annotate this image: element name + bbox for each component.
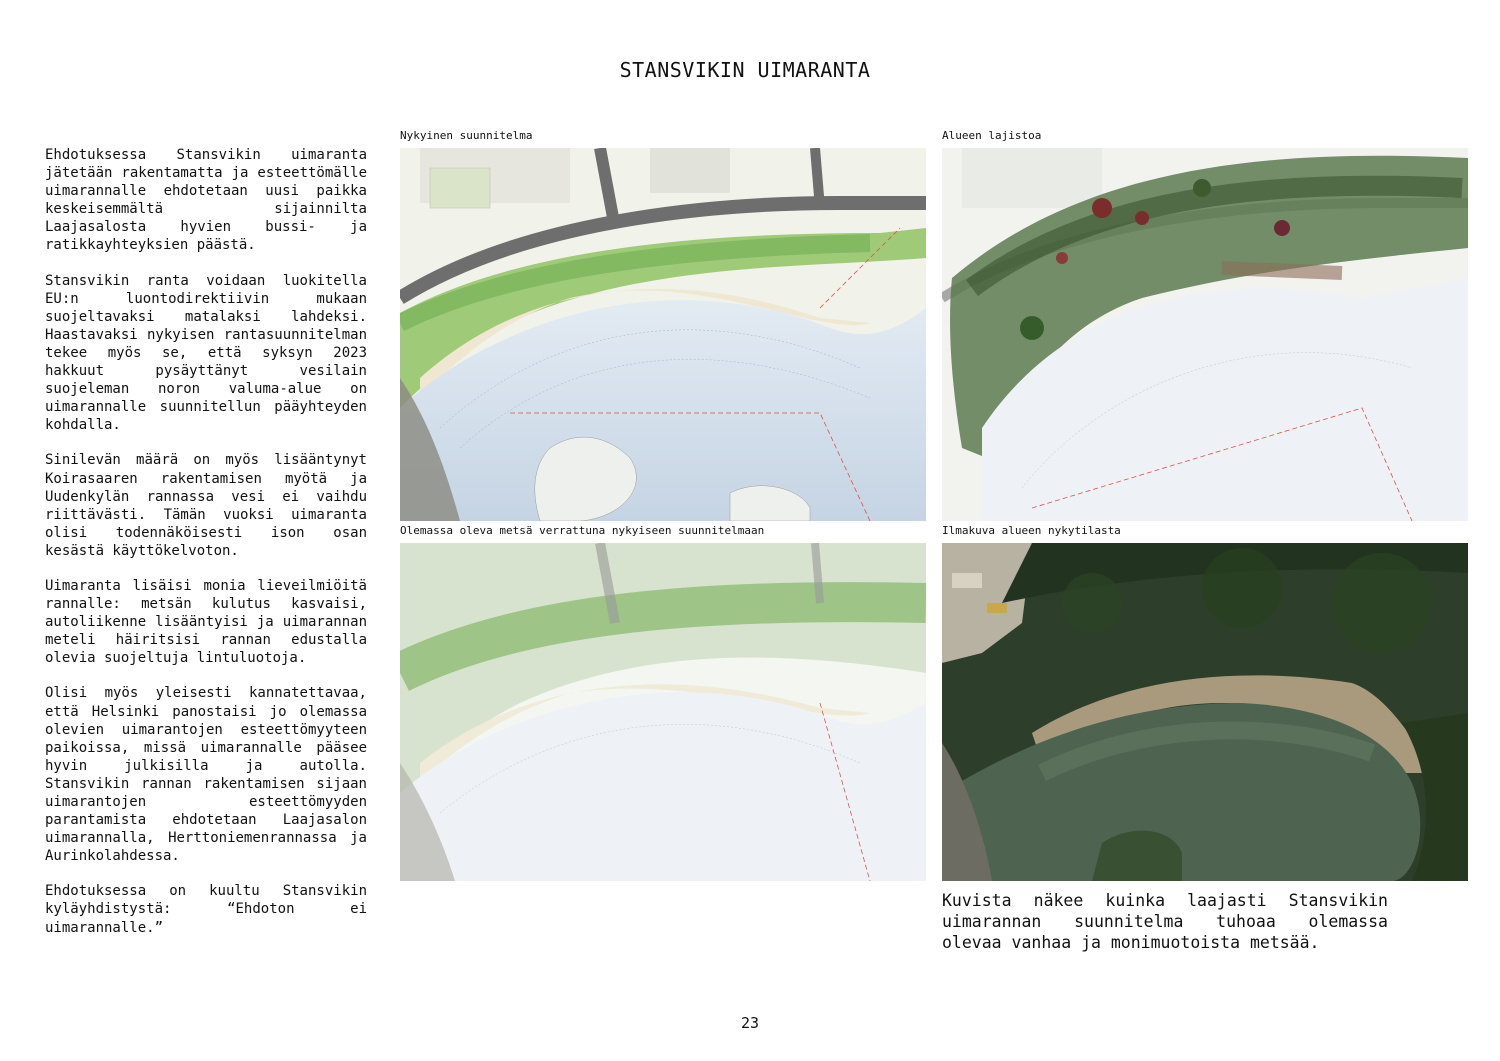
caption-forest-comparison: Olemassa oleva metsä verrattuna nykyiseen suunnitelmaan: [400, 524, 765, 537]
paragraph: Olisi myös yleisesti kannatettavaa, että Helsinki panostaisi jo olemassa olevien uimarantojen esteettömyyteen paikoissa, missä uimarannalle pääsee hyvin julkisilla ja autolla. Stansvikin rannan rakentamisen sijaan uimarantojen esteettömyyden parantamista ehdotetaan Laajasalon uimarannalla, Herttoniemenrannassa ja Aurinkolahdessa.: [45, 685, 367, 865]
plan-map-image: [400, 148, 926, 521]
paragraph: Ehdotuksessa on kuultu Stansvikin kyläyhdistystä: “Ehdoton ei uimarannalle.”: [45, 883, 367, 936]
paragraph: Ehdotuksessa Stansvikin uimaranta jätetään rakentamatta ja esteettömälle uimarannalle ehdotetaan uusi paikka keskeisemmältä sijainnilta Laajasalosta hyvien bussi- ja ratikkayhteyksien päästä.: [45, 147, 367, 254]
caption-aerial: Ilmakuva alueen nykytilasta: [942, 524, 1121, 537]
caption-current-plan: Nykyinen suunnitelma: [400, 129, 533, 142]
image-summary-caption: Kuvista näkee kuinka laajasti Stansvikin uimarannan suunnitelma tuhoaa olemassa olevaa vanhaa ja monimuotoista metsää.: [942, 891, 1388, 952]
forest-comparison-image: [400, 543, 926, 881]
paragraph: Sinilevän määrä on myös lisääntynyt Koirasaaren rakentamisen myötä ja Uudenkylän rannassa vesi ei vaihdu riittävästi. Tämän vuoksi uimaranta olisi todennäköisesti ison osan kesästä käyttökelvoton.: [45, 452, 367, 559]
page-number: 23: [740, 1014, 760, 1032]
caption-species: Alueen lajistoa: [942, 129, 1042, 142]
page-title: STANSVIKIN UIMARANTA: [619, 58, 871, 82]
species-map-image: [942, 148, 1468, 521]
paragraph: Uimaranta lisäisi monia lieveilmiöitä rannalle: metsän kulutus kasvaisi, autoliikenne lisääntyisi ja uimarannan meteli häiritsisi rannan edustalla olevia suojeltuja lintuluotoja.: [45, 577, 367, 667]
aerial-photo: [942, 543, 1468, 881]
body-text: [45, 146, 367, 954]
paragraph: Stansvikin ranta voidaan luokitella EU:n luontodirektiivin mukaan suojeltavaksi matalaksi lahdeksi. Haastavaksi nykyisen rantasuunnitelman tekee myös se, että syksyn 2023 hakkuut pysäyttänyt vesilain suojeleman noron valuma-alue on uimarannalle suunnitellun pääyhteyden kohdalla.: [45, 272, 367, 434]
